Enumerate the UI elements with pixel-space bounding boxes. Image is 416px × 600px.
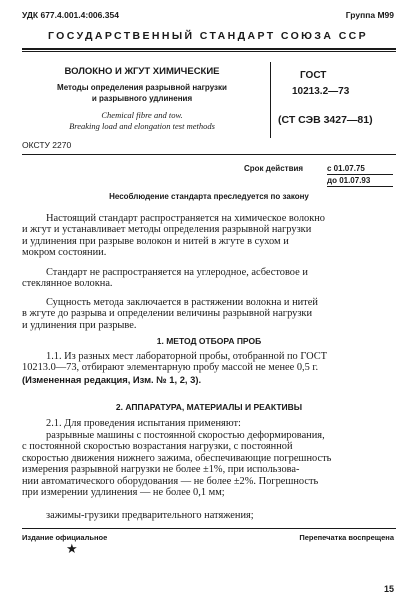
okstu-code: ОКСТУ 2270 — [22, 140, 72, 150]
text-line: зажимы-грузики предварительного натяжения; — [46, 510, 254, 521]
standard-title: ВОЛОКНО И ЖГУТ ХИМИЧЕСКИЕ — [64, 66, 220, 77]
validity-label: Срок действия — [244, 164, 304, 173]
amendment-note: (Измененная редакция, Изм. № 1, 2, 3). — [22, 373, 202, 385]
english-line: Breaking load and elongation test methods — [69, 121, 215, 131]
paragraph-2-1 — [22, 418, 396, 429]
text-line: в жгуте до разрыва и определении величины разрывной нагрузки — [22, 308, 313, 320]
footer-rule — [22, 528, 396, 529]
reprint-notice: Перепечатка воспрещена — [299, 533, 394, 542]
text-line: с постоянной скоростью возрастания нагрузки, с постоянной — [22, 441, 293, 453]
text-line: Стандарт не распространяется на углеродное, асбестовое и — [46, 267, 308, 278]
paragraph-1-1 — [22, 351, 396, 385]
paragraph-scope — [22, 213, 396, 259]
page-number: 15 — [383, 584, 394, 594]
legal-notice: Несоблюдение стандарта преследуется по закону — [109, 192, 309, 201]
udk-code: УДК 677.4.001.4:006.354 — [22, 10, 119, 20]
paragraph-clamps — [22, 510, 396, 521]
text-line: 10213.0—73, отбирают элементарную пробу массой не менее 0,5 г. — [22, 362, 319, 374]
text-line: стеклянное волокна. — [22, 278, 113, 290]
text-line: Сущность метода заключается в растяжении волокна и нитей — [46, 297, 318, 308]
text-line: измерения разрывной нагрузки не более ±1%, при использова- — [22, 464, 300, 476]
subtitle-line: и разрывного удлинения — [91, 94, 193, 103]
edition-label: Издание официальное — [22, 533, 108, 542]
header-rule-thick — [22, 48, 396, 50]
section-heading-2: 2. АППАРАТУРА, МАТЕРИАЛЫ И РЕАКТИВЫ — [115, 402, 303, 412]
text-line: 1.1. Из разных мест лабораторной пробы, отобранной по ГОСТ — [46, 351, 328, 362]
validity-to: до 01.07.93 — [327, 176, 393, 187]
text-line: 2.1. Для проведения испытания применяют: — [46, 418, 241, 429]
standard-subtitle — [22, 82, 262, 104]
text-line: нии автоматического оборудования — не более ±2%. Погрешность — [22, 475, 319, 487]
star-icon: ★ — [66, 541, 78, 556]
subtitle-line: Методы определения разрывной нагрузки — [57, 83, 227, 92]
text-line: скоростью движения нижнего зажима, обеспечивающие погрешность — [22, 452, 332, 464]
validity-from: с 01.07.75 — [327, 164, 393, 175]
text-line: разрывные машины с постоянной скоростью деформирования, — [46, 430, 325, 441]
paragraph-method — [22, 297, 396, 331]
title-divider — [270, 62, 271, 138]
section-heading-1: 1. МЕТОД ОТБОРА ПРОБ — [156, 336, 262, 346]
text-line: и удлинения при разрыве. — [22, 319, 137, 331]
gost-label: ГОСТ — [300, 70, 327, 81]
st-sev-number: (СТ СЭВ 3427—81) — [278, 114, 373, 126]
authority-title: ГОСУДАРСТВЕННЫЙ СТАНДАРТ СОЮЗА ССР — [47, 30, 369, 42]
text-line: Настоящий стандарт распространяется на химическое волокно — [46, 213, 325, 224]
header-rule-thin — [22, 51, 396, 52]
english-title — [22, 110, 262, 132]
text-line: мокром состоянии. — [22, 247, 107, 259]
section-rule — [22, 154, 396, 155]
text-line: при измерении удлинения — не более 0,1 мм; — [22, 487, 225, 499]
group-code: Группа М99 — [345, 10, 394, 20]
gost-number: 10213.2—73 — [292, 86, 350, 97]
paragraph-exclusions — [22, 267, 396, 290]
text-line: и удлинения при разрыве волокон и нитей в жгуте в сухом и — [22, 235, 289, 247]
paragraph-machines — [22, 430, 396, 498]
text-line: и жгут и устанавливает методы определения разрывной нагрузки — [22, 224, 312, 236]
english-line: Chemical fibre and tow. — [101, 110, 183, 120]
